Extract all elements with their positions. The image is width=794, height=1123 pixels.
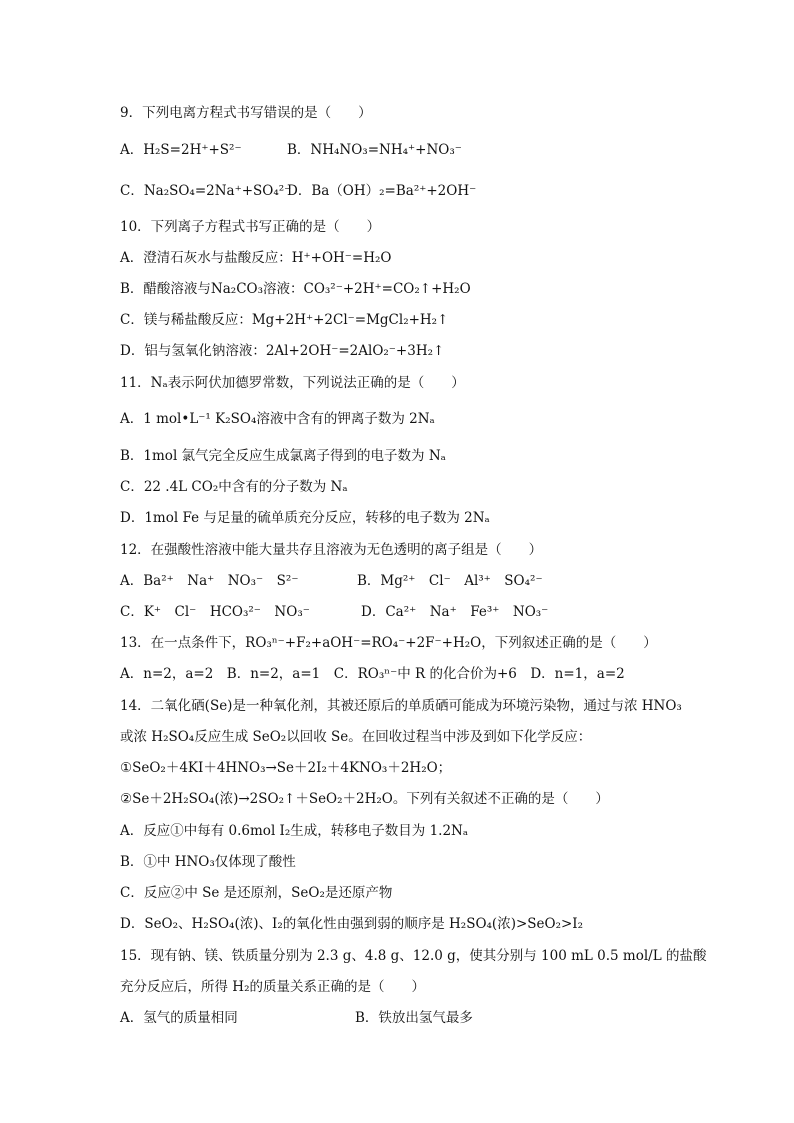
question-12-stem: 12．在强酸性溶液中能大量共存且溶液为无色透明的离子组是（ ） bbox=[120, 542, 543, 558]
question-12-option-d: D．Ca²⁺ Na⁺ Fe³⁺ NO₃⁻ bbox=[361, 604, 549, 620]
question-9-option-b: B．NH₄NO₃=NH₄⁺+NO₃⁻ bbox=[287, 142, 462, 158]
question-12-option-a: A．Ba²⁺ Na⁺ NO₃⁻ S²⁻ bbox=[120, 573, 299, 589]
question-14-equation-2: ②Se＋2H₂SO₄(浓)→2SO₂↑＋SeO₂＋2H₂O。下列有关叙述不正确的是（ ） bbox=[120, 791, 609, 807]
question-14-equation-1: ①SeO₂＋4KI＋4HNO₃→Se＋2I₂＋4KNO₃＋2H₂O； bbox=[120, 760, 452, 776]
question-15-option-a: A．氢气的质量相同 bbox=[120, 1010, 238, 1026]
question-9-option-c: C．Na₂SO₄=2Na⁺+SO₄²⁻ bbox=[120, 183, 292, 199]
question-13-stem: 13．在一点条件下，RO₃ⁿ⁻+F₂+aOH⁻=RO₄⁻+2F⁻+H₂O，下列叙述正确的是（ ） bbox=[120, 635, 657, 651]
question-14-stem-line-1: 14．二氧化硒(Se)是一种氧化剂，其被还原后的单质硒可能成为环境污染物，通过与浓 HNO₃ bbox=[120, 698, 682, 714]
question-11-option-d: D．1mol Fe 与足量的硫单质充分反应，转移的电子数为 2Nₐ bbox=[120, 510, 490, 526]
question-12-option-c: C．K⁺ Cl⁻ HCO₃²⁻ NO₃⁻ bbox=[120, 604, 310, 620]
question-11-option-b: B．1mol 氯气完全反应生成氯离子得到的电子数为 Nₐ bbox=[120, 448, 446, 464]
question-11-stem: 11．Nₐ表示阿伏加德罗常数，下列说法正确的是（ ） bbox=[120, 375, 465, 391]
question-10-option-d: D．铝与氢氧化钠溶液：2Al+2OH⁻=2AlO₂⁻+3H₂↑ bbox=[120, 343, 445, 359]
question-14-option-c: C．反应②中 Se 是还原剂，SeO₂是还原产物 bbox=[120, 885, 393, 901]
question-14-stem-line-2: 或浓 H₂SO₄反应生成 SeO₂以回收 Se。在回收过程当中涉及到如下化学反应： bbox=[120, 729, 592, 745]
question-10-option-c: C．镁与稀盐酸反应：Mg+2H⁺+2Cl⁻=MgCl₂+H₂↑ bbox=[120, 312, 449, 328]
question-9-option-a: A．H₂S=2H⁺+S²⁻ bbox=[120, 142, 242, 158]
question-14-option-b: B．①中 HNO₃仅体现了酸性 bbox=[120, 854, 296, 870]
question-9-stem: 9．下列电离方程式书写错误的是（ ） bbox=[120, 105, 372, 121]
question-14-option-d: D．SeO₂、H₂SO₄(浓)、I₂的氧化性由强到弱的顺序是 H₂SO₄(浓)>SeO₂>I₂ bbox=[120, 916, 584, 932]
question-14-option-a: A．反应①中每有 0.6mol I₂生成，转移电子数目为 1.2Nₐ bbox=[120, 823, 469, 839]
question-9-option-d: D．Ba（OH）₂=Ba²⁺+2OH⁻ bbox=[287, 183, 477, 199]
question-10-stem: 10．下列离子方程式书写正确的是（ ） bbox=[120, 219, 381, 235]
question-13-options: A．n=2，a=2 B．n=2，a=1 C．RO₃ⁿ⁻中 R 的化合价为+6 D．n=1，a=2 bbox=[120, 666, 625, 682]
question-11-option-c: C．22 .4L CO₂中含有的分子数为 Nₐ bbox=[120, 479, 348, 495]
question-15-option-b: B．铁放出氢气最多 bbox=[355, 1010, 473, 1026]
question-15-stem-line-1: 15．现有钠、镁、铁质量分别为 2.3 g、4.8 g、12.0 g，使其分别与 100 mL 0.5 mol/L 的盐酸 bbox=[120, 948, 707, 964]
question-12-option-b: B．Mg²⁺ Cl⁻ Al³⁺ SO₄²⁻ bbox=[357, 573, 543, 589]
question-15-stem-line-2: 充分反应后，所得 H₂的质量关系正确的是（ ） bbox=[120, 979, 425, 995]
question-11-option-a: A．1 mol•L⁻¹ K₂SO₄溶液中含有的钾离子数为 2Nₐ bbox=[120, 411, 435, 427]
question-10-option-b: B．醋酸溶液与Na₂CO₃溶液：CO₃²⁻+2H⁺=CO₂↑+H₂O bbox=[120, 281, 471, 297]
question-10-option-a: A．澄清石灰水与盐酸反应：H⁺+OH⁻=H₂O bbox=[120, 250, 392, 266]
